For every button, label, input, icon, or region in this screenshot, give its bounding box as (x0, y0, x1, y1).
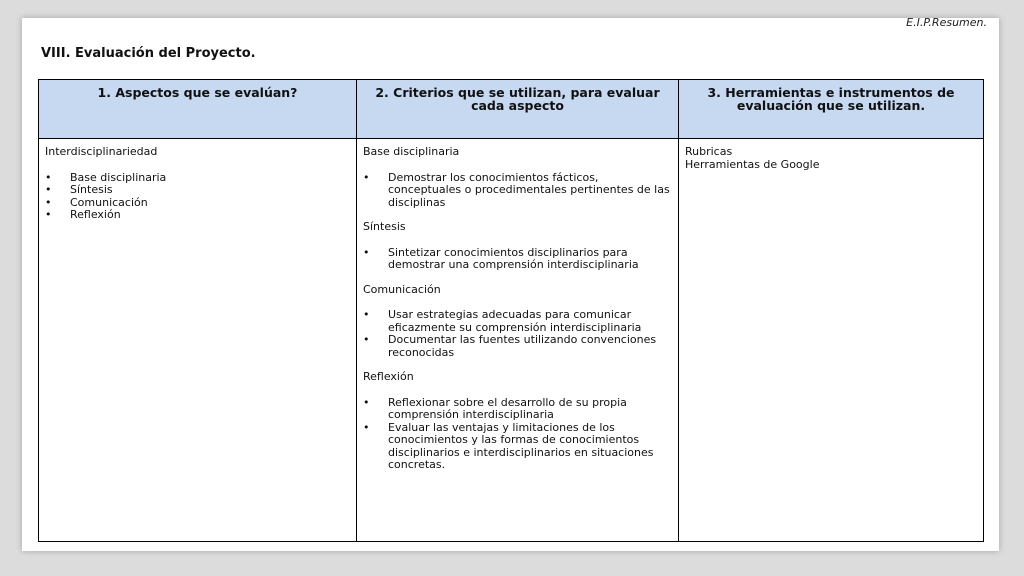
list-item: • Evaluar las ventajas y limitaciones de los conocimientos y las formas de conocimientos disciplinarios e interdisciplinarios en situaciones concretas. (388, 422, 672, 472)
criteria-title-base: Base disciplinaria (363, 145, 460, 158)
criteria-title-reflexion: Reflexión (363, 370, 414, 383)
list-item: • Base disciplinaria (70, 172, 350, 185)
header-note: E.I.P.Resumen. (906, 18, 987, 29)
criteria-cell (357, 139, 679, 542)
criteria-title-comunicacion: Comunicación (363, 282, 441, 296)
list-item: • Demostrar los conocimientos fácticos, conceptuales o procedimentales pertinentes de las disciplinas (388, 172, 672, 210)
aspects-list (45, 172, 350, 222)
header-tools: 3. Herramientas e instrumentos de evaluación que se utilizan. (679, 80, 984, 139)
list-item: • Comunicación (70, 197, 350, 210)
list-item: • Documentar las fuentes utilizando convenciones reconocidas (388, 334, 672, 359)
criteria-title-sintesis: Síntesis (363, 220, 406, 233)
criteria-list-comunicacion (363, 309, 672, 359)
list-item: • Sintetizar conocimientos disciplinarios para demostrar una comprensión interdisciplinaria (388, 247, 672, 272)
tool-item: Rubricas (685, 145, 733, 158)
table-header-row (39, 80, 984, 139)
tools-cell (679, 139, 984, 542)
evaluation-table (38, 79, 984, 542)
criteria-list-base (363, 172, 672, 210)
list-item: • Usar estrategias adecuadas para comunicar eficazmente su comprensión interdisciplinaria (388, 309, 672, 334)
criteria-list-reflexion (363, 397, 672, 472)
list-item: • Síntesis (70, 184, 350, 197)
aspects-title: Interdisciplinariedad (45, 145, 158, 158)
list-item: • Reflexión (70, 209, 350, 222)
list-item: • Reflexionar sobre el desarrollo de su propia comprensión interdisciplinaria (388, 397, 672, 422)
header-aspects: 1. Aspectos que se evalúan? (39, 80, 357, 139)
document-page (22, 18, 999, 551)
section-title: VIII. Evaluación del Proyecto. (41, 46, 256, 61)
table-row (39, 139, 984, 542)
aspects-cell (39, 139, 357, 542)
tool-item: Herramientas de Google (685, 157, 820, 171)
criteria-list-sintesis (363, 247, 672, 272)
header-criteria: 2. Criterios que se utilizan, para evaluar cada aspecto (357, 80, 679, 139)
